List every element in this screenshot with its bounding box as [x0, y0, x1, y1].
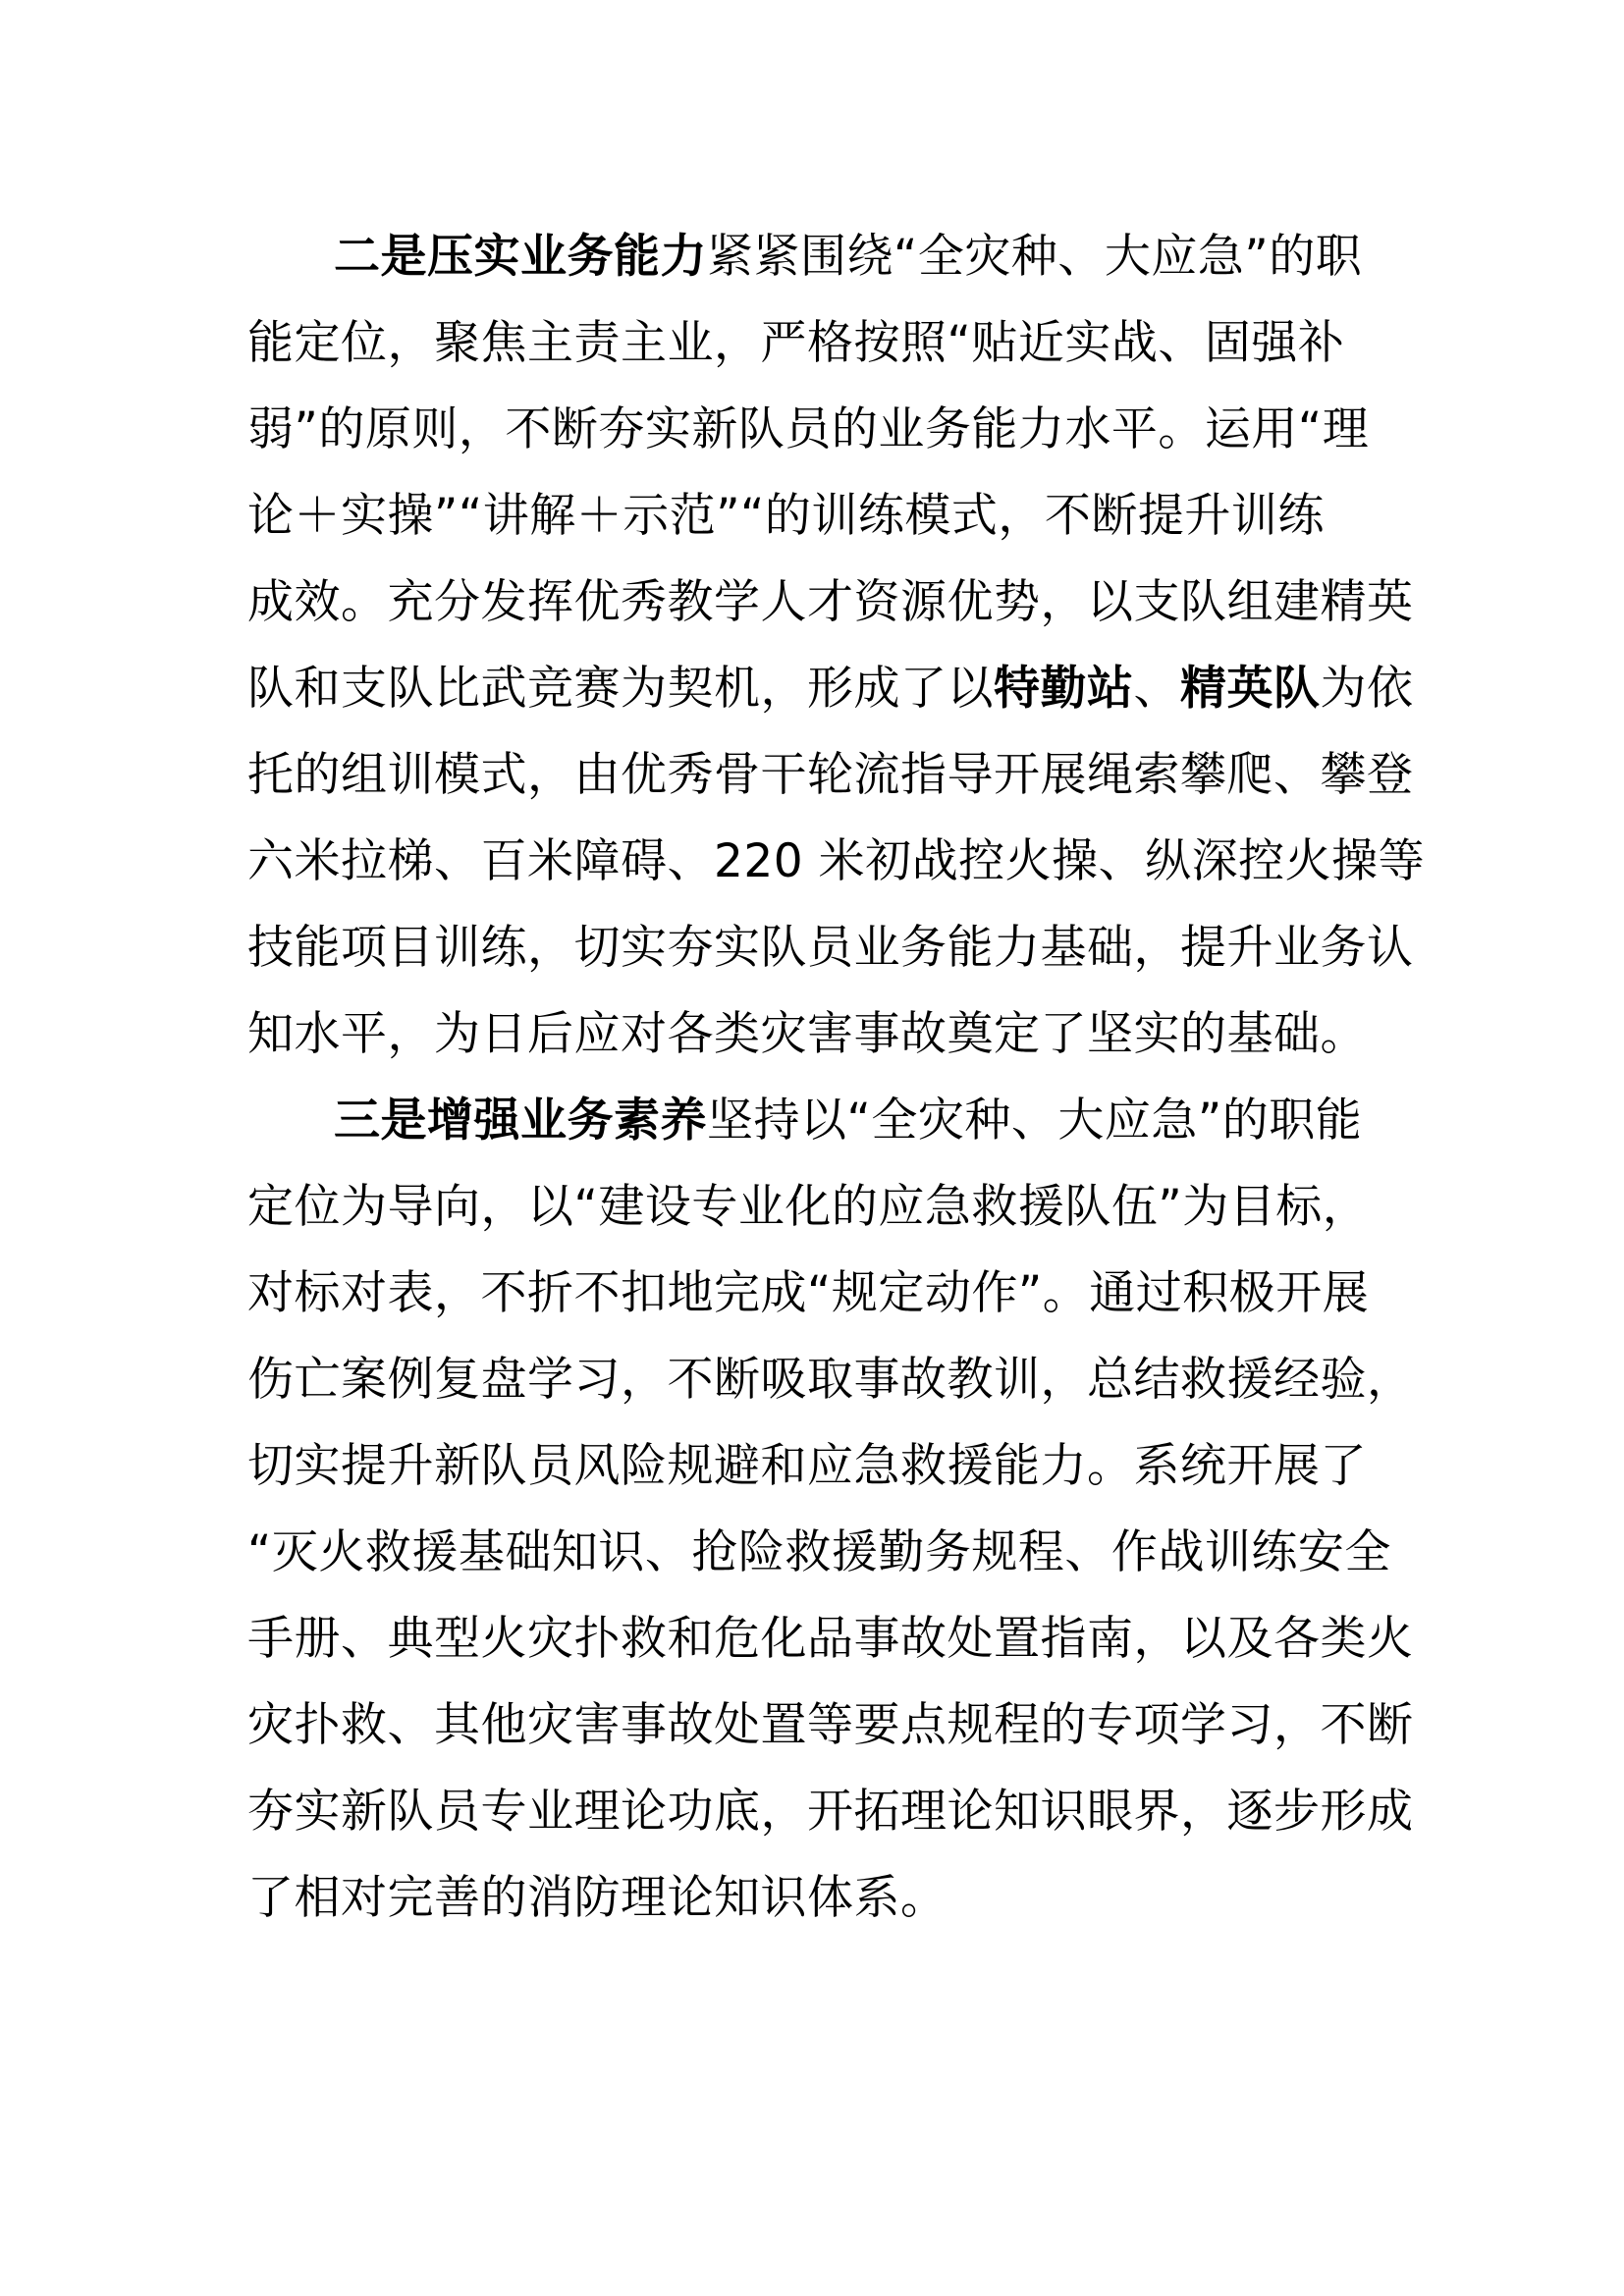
paragraph-1-line-1: 二是压实业务能力紧紧围绕“全灾种、大应急”的职 — [334, 230, 1363, 284]
bold-term-elite-team: 精英队 — [1180, 662, 1321, 716]
bold-term-special-station: 特勤站 — [994, 662, 1134, 716]
paragraph-1-line-6: 队和支队比武竞赛为契机，形成了以特勤站、精英队为依 — [247, 662, 1414, 716]
paragraph-1-line-3: 弱”的原则，不断夯实新队员的业务能力水平。运用“理 — [247, 402, 1370, 456]
paragraph-1-lead: 二是压实业务能力 — [334, 230, 707, 284]
paragraph-2-line-8: 灾扑救、其他灾害事故处置等要点规程的专项学习，不断 — [247, 1698, 1414, 1752]
paragraph-2-line-7: 手册、典型火灾扑救和危化品事故处置指南，以及各类火 — [247, 1612, 1414, 1666]
paragraph-2-line-4: 伤亡案例复盘学习，不断吸取事故教训，总结救援经验， — [247, 1353, 1414, 1407]
paragraph-1-line-9: 技能项目训练，切实夯实队员业务能力基础，提升业务认 — [247, 921, 1414, 975]
paragraph-1-line-4: 论＋实操”“讲解＋示范”“的训练模式，不断提升训练 — [247, 489, 1325, 543]
paragraph-2-line-5: 切实提升新队员风险规避和应急救援能力。系统开展了 — [247, 1439, 1367, 1493]
paragraph-1-line-7: 托的组训模式，由优秀骨干轮流指导开展绳索攀爬、攀登 — [247, 748, 1414, 802]
paragraph-2-line-6: “灭火救援基础知识、抢险救援勤务规程、作战训练安全 — [247, 1525, 1391, 1579]
paragraph-2-line-1: 三是增强业务素养坚持以“全灾种、大应急”的职能 — [334, 1094, 1363, 1148]
paragraph-1-line-10: 知水平，为日后应对各类灾害事故奠定了坚实的基础。 — [247, 1007, 1367, 1061]
paragraph-2-line-9: 夯实新队员专业理论功底，开拓理论知识眼界，逐步形成 — [247, 1785, 1414, 1839]
paragraph-2-line-10: 了相对完善的消防理论知识体系。 — [247, 1871, 947, 1925]
paragraph-1-line-2: 能定位，聚焦主责主业，严格按照“贴近实战、固强补 — [247, 316, 1345, 370]
paragraph-2-lead: 三是增强业务素养 — [334, 1094, 707, 1148]
paragraph-1-line-5: 成效。充分发挥优秀教学人才资源优势，以支队组建精英 — [247, 575, 1414, 629]
paragraph-2-line-3: 对标对表，不折不扣地完成“规定动作”。通过积极开展 — [247, 1266, 1370, 1320]
paragraph-1-line-8: 六米拉梯、百米障碍、220 米初战控火操、纵深控火操等 — [247, 834, 1426, 888]
paragraph-2-line-2: 定位为导向，以“建设专业化的应急救援队伍”为目标， — [247, 1180, 1370, 1234]
